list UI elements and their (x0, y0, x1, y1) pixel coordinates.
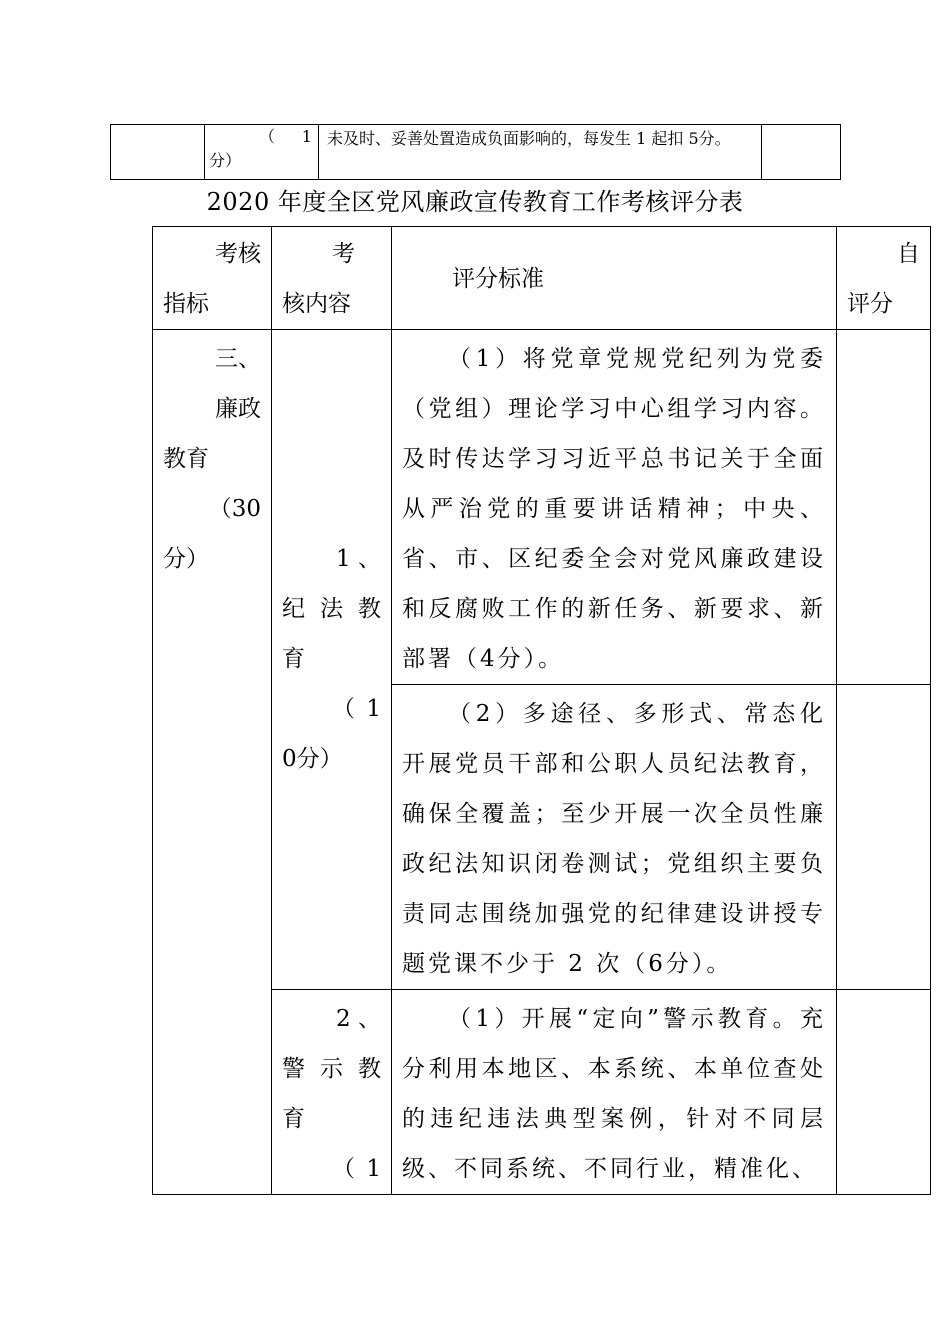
self-score-cell (837, 330, 931, 685)
points-line: 分） (209, 151, 242, 170)
indicator-cell (153, 330, 272, 1195)
content-cell (272, 330, 392, 990)
content-line: （ 1 (332, 1156, 381, 1182)
table-header-row (153, 227, 931, 330)
content-line: 警 示 教 (282, 1056, 381, 1082)
indicator-line: 教育 (163, 446, 209, 472)
criteria-cell (392, 330, 837, 685)
scoring-table (152, 226, 931, 1195)
document-title: 2020 年度全区党风廉政宣传教育工作考核评分表 (206, 188, 744, 216)
previous-table-fragment (110, 124, 841, 180)
self-score-cell (837, 990, 931, 1195)
header-criteria (392, 227, 837, 330)
criteria-cell (392, 990, 837, 1195)
self-score-cell (837, 685, 931, 990)
points-line: （ 1 (259, 127, 312, 146)
points-cell (205, 125, 319, 180)
content-line: 育 (282, 646, 305, 672)
header-text: 指标 (163, 291, 209, 317)
indicator-line: 三、 (215, 346, 261, 372)
indicator-line: （30 (208, 496, 261, 522)
header-indicator (153, 227, 272, 330)
content-line: 育 (282, 1106, 305, 1132)
content-line: （ 1 (332, 696, 381, 722)
criteria-text: （1）将党章党规党纪列为党委（党组）理论学习中心组学习内容。及时传达学习习近平总书记关于全面从严治党的重要讲话精神；中央、省、市、区纪委全会对党风廉政建设和反腐败工作的新任务、新要求、新部署（4分）。 (402, 346, 826, 672)
header-text: 核内容 (282, 291, 351, 317)
self-score-cell (762, 125, 841, 180)
header-text: 评分标准 (452, 266, 544, 292)
criteria-cell: 未及时、妥善处置造成负面影响的，每发生 1 起扣 5分。 (319, 125, 762, 180)
header-self-score (837, 227, 931, 330)
empty-cell (111, 125, 205, 180)
content-cell (272, 990, 392, 1195)
table-row (153, 330, 931, 685)
table-row (111, 125, 841, 180)
header-text: 评分 (847, 291, 893, 317)
content-line: 0分） (282, 746, 343, 772)
indicator-line: 分） (163, 546, 209, 572)
criteria-text: （2）多途径、多形式、常态化开展党员干部和公职人员纪法教育，确保全覆盖；至少开展一次全员性廉政纪法知识闭卷测试；党组织主要负责同志围绕加强党的纪律建设讲授专题党课不少于 2 次（6分）。 (402, 701, 826, 977)
criteria-text: （1）开展“定向”警示教育。充分利用本地区、本系统、本单位查处的违纪违法典型案例，针对不同层级、不同系统、不同行业，精准化、 (402, 1006, 826, 1182)
content-line: 1 、 (336, 546, 381, 572)
header-text: 考核 (215, 241, 261, 267)
criteria-cell (392, 685, 837, 990)
indicator-line: 廉政 (215, 396, 261, 422)
content-line: 2 、 (336, 1006, 381, 1032)
header-content (272, 227, 392, 330)
header-text: 自 (897, 241, 920, 267)
content-line: 纪 法 教 (282, 596, 381, 622)
header-text: 考 (332, 241, 355, 267)
